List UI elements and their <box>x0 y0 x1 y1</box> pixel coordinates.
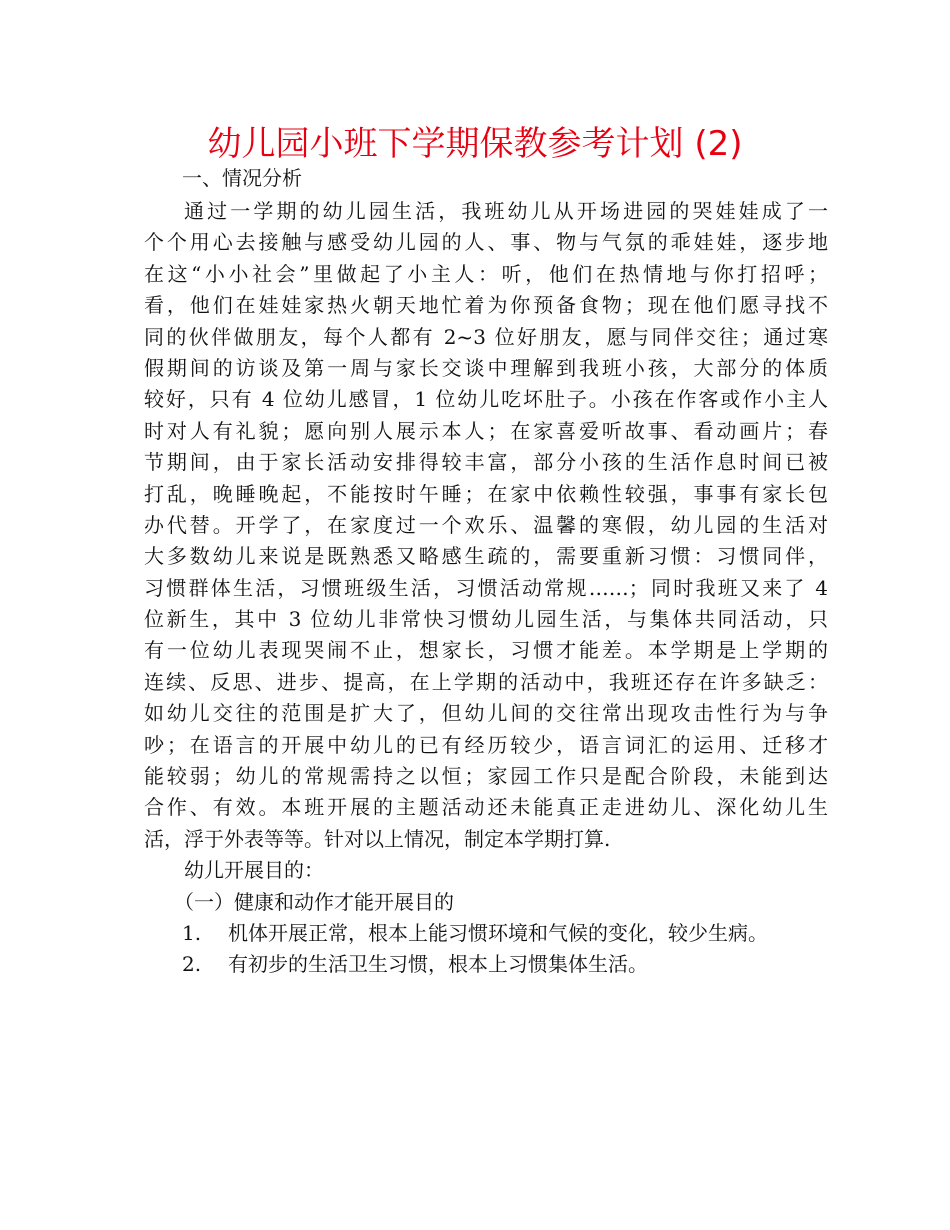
document-body <box>144 164 828 981</box>
paragraph-line: 在这“小小社会”里做起了小主人：听，他们在热情地与你打招呼； <box>144 261 828 286</box>
paragraph-line: 吵；在语言的开展中幼儿的已有经历较少，语言词汇的运用、迁移才 <box>144 732 828 757</box>
paragraph-line: 有一位幼儿表现哭闹不止，想家长，习惯才能差。本学期是上学期的 <box>144 638 828 663</box>
section-heading: 一、情况分析 <box>182 166 302 190</box>
paragraph-line: 打乱，晚睡晚起，不能按时午睡；在家中依赖性较强，事事有家长包 <box>144 481 828 506</box>
list-number: 1. <box>182 920 202 945</box>
paragraph-line: 通过一学期的幼儿园生活，我班幼儿从开场进园的哭娃娃成了一 <box>184 199 828 223</box>
list-item <box>144 918 828 949</box>
document-title: 幼儿园小班下学期保教参考计划 (2) <box>207 124 743 164</box>
paragraph-line: 大多数幼儿来说是既熟悉又略感生疏的，需要重新习惯：习惯同伴， <box>144 544 828 569</box>
paragraph-line: 办代替。开学了，在家度过一个欢乐、温馨的寒假，幼儿园的生活对 <box>144 512 828 537</box>
paragraph <box>144 196 828 855</box>
list-item <box>144 949 828 980</box>
list-number: 2. <box>182 952 202 977</box>
paragraph-line: 位新生，其中 3 位幼儿非常快习惯幼儿园生活，与集体共同活动，只 <box>144 607 828 632</box>
paragraph-line: 合作、有效。本班开展的主题活动还未能真正走进幼儿、深化幼儿生 <box>144 795 828 820</box>
subsection-heading: （一）健康和动作才能开展目的 <box>174 889 454 914</box>
paragraph-line: 时对人有礼貌；愿向别人展示本人；在家喜爱听故事、看动画片；春 <box>144 418 828 443</box>
paragraph-line: 看，他们在娃娃家热火朝天地忙着为你预备食物；现在他们愿寻找不 <box>144 293 828 318</box>
goals-heading: 幼儿开展目的： <box>184 858 324 883</box>
paragraph-line: 能较弱；幼儿的常规需持之以恒；家园工作只是配合阶段，未能到达 <box>144 764 828 789</box>
list-text: 机体开展正常，根本上能习惯环境和气候的变化，较少生病。 <box>228 920 768 945</box>
paragraph-line: 活，浮于外表等等。针对以上情况，制定本学期打算. <box>144 826 611 851</box>
paragraph-line: 较好，只有 4 位幼儿感冒，1 位幼儿吃坏肚子。小孩在作客或作小主人 <box>144 387 828 412</box>
paragraph-line: 同的伙伴做朋友，每个人都有 2~3 位好朋友，愿与同伴交往；通过寒 <box>144 324 828 349</box>
paragraph-line: 连续、反思、进步、提高，在上学期的活动中，我班还存在许多缺乏： <box>144 669 828 694</box>
list-text: 有初步的生活卫生习惯，根本上习惯集体生活。 <box>228 952 648 977</box>
paragraph-line: 假期间的访谈及第一周与家长交谈中理解到我班小孩，大部分的体质 <box>144 355 828 380</box>
paragraph-line: 如幼儿交往的范围是扩大了，但幼儿间的交往常出现攻击性行为与争 <box>144 701 828 726</box>
paragraph-line: 习惯群体生活，习惯班级生活，习惯活动常规……；同时我班又来了 4 <box>144 575 828 600</box>
paragraph-line: 个个用心去接触与感受幼儿园的人、事、物与气氛的乖娃娃，逐步地 <box>144 230 828 255</box>
paragraph-line: 节期间，由于家长活动安排得较丰富，部分小孩的生活作息时间已被 <box>144 450 828 475</box>
